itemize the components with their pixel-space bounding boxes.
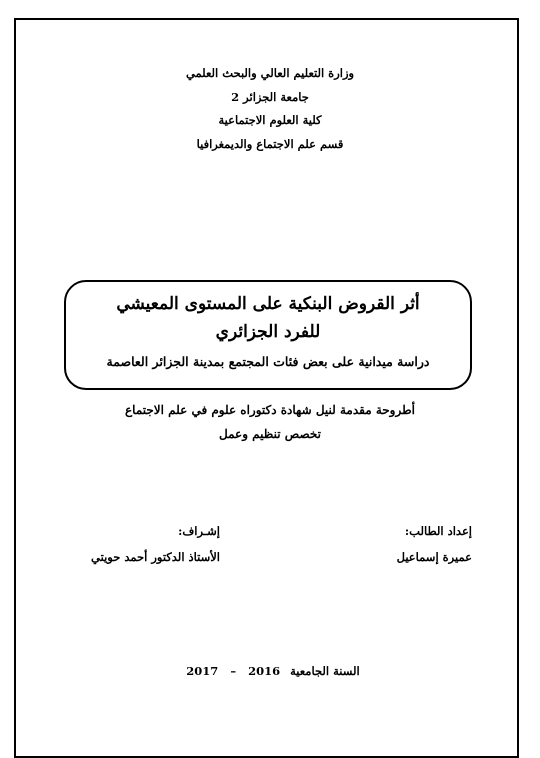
thesis-subtitle: دراسة ميدانية على بعض فئات المجتمع بمدينة الجزائر العاصمة (106, 354, 430, 369)
faculty-name: كلية العلوم الاجتماعية (218, 113, 322, 127)
degree-purpose: أطروحة مقدمة لنيل شهادة دكتوراه علوم في علم الاجتماع (125, 403, 415, 417)
academic-year-label: السنة الجامعية (290, 664, 360, 678)
university-name: جامعة الجزائر 2 (231, 89, 309, 104)
academic-year (0, 664, 540, 678)
thesis-description (60, 398, 480, 446)
supervisor-label: إشـراف: (178, 524, 220, 538)
thesis-title-box (64, 280, 472, 390)
thesis-title-line-1: أثر القروض البنكية على المستوى المعيشي (116, 294, 420, 314)
academic-year-end: 2017 (186, 664, 219, 678)
student-name: عميرة إسماعيل (396, 550, 472, 564)
student-label: إعداد الطالب: (404, 524, 472, 538)
student-info (397, 518, 472, 570)
supervisor-info (91, 518, 220, 570)
specialty: تخصص تنظيم وعمل (219, 427, 321, 441)
academic-year-start: 2016 (248, 664, 281, 678)
thesis-title-line-2: للفرد الجزائري (215, 322, 321, 342)
academic-year-separator: – (230, 664, 237, 678)
institution-header (60, 62, 480, 156)
supervisor-name: الأستاذ الدكتور أحمد حويتي (91, 550, 220, 564)
department-name: قسم علم الاجتماع والديمغرافيا (196, 136, 344, 151)
ministry-name: وزارة التعليم العالي والبحث العلمي (185, 66, 355, 80)
